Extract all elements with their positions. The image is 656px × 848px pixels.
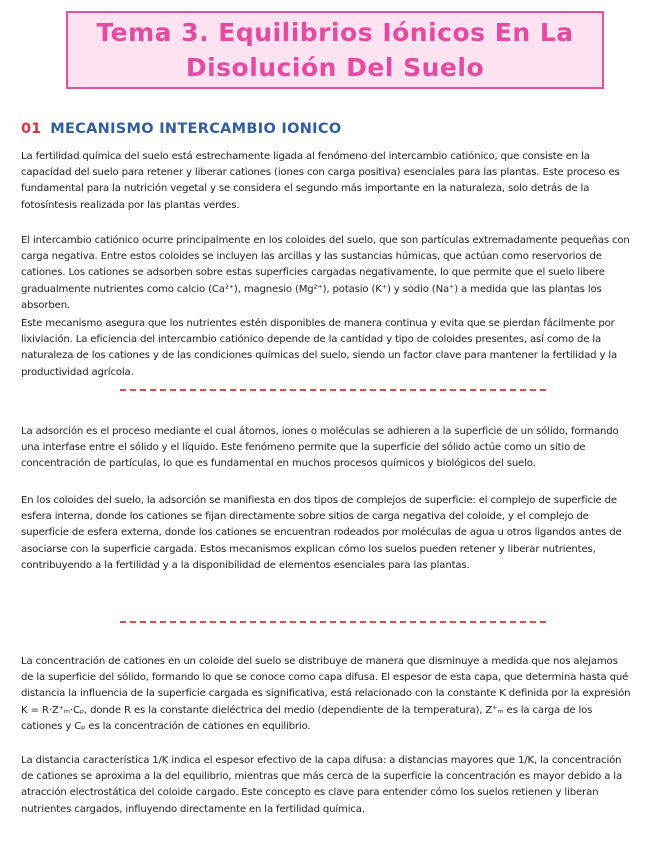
section-divider	[120, 621, 546, 623]
paragraph-4: La adsorción es el proceso mediante el cual átomos, iones o moléculas se adhieren a la superficie de un sólido, formando una interfase entre el sólido y el líquido. Este fenómeno permite que la superficie del sólido actúe como un sitio de concentración de partículas, lo que es fundamental en muchos procesos químicos y biológicos del suelo.	[21, 426, 619, 470]
section-number: 01	[21, 121, 42, 137]
paragraph-6: La concentración de cationes en un coloide del suelo se distribuye de manera que disminuye a medida que nos alejamos de la superficie del sólido, formando lo que se conoce como capa difusa. El espesor de esta capa, que determina hasta qué distancia la influencia de la superficie cargada es significativa, está relacionado con la constante K definida por la expresión K = R·Z⁺ₘ·Cₚ, donde R es la constante dieléctrica del medio (dependiente de la temperatura), Z⁺ₘ es la carga de los cationes y Cₚ es la concentración de cationes en equilibrio.	[21, 656, 631, 732]
title-line-1: Tema 3. Equilibrios Iónicos En La	[96, 18, 574, 47]
paragraph-3: Este mecanismo asegura que los nutrientes estén disponibles de manera continua y evita que se pierdan fácilmente por lixiviación. La eficiencia del intercambio catiónico depende de la cantidad y tipo de coloides presentes, así como de la naturaleza de los cationes y de las condiciones químicas del suelo, siendo un factor clave para mantener la fertilidad y la productividad agrícola.	[21, 318, 618, 378]
section-title: MECANISMO INTERCAMBIO IONICO	[50, 121, 342, 137]
title-banner	[66, 11, 604, 89]
paragraph-2: El intercambio catiónico ocurre principalmente en los coloides del suelo, que son partículas extremadamente pequeñas con carga negativa. Entre estos coloides se incluyen las arcillas y las sustancias húmicas, que actúan como reservorios de cationes. Los cationes se adsorben sobre estas superficies cargadas negativamente, lo que permite que el suelo libere gradualmente nutrientes como calcio (Ca²⁺), magnesio (Mg²⁺), potasio (K⁺) y sodio (Na⁺) a medida que las plantas los absorben.	[21, 235, 630, 311]
paragraph-1: La fertilidad química del suelo está estrechamente ligada al fenómeno del intercambio catiónico, que consiste en la capacidad del suelo para retener y liberar cationes (iones con carga positiva) esenciales para las plantas. Este proceso es fundamental para la nutrición vegetal y se considera el segundo más importante en la naturaleza, solo detrás de la fotosíntesis realizada por las plantas verdes.	[21, 151, 620, 211]
title-line-2: Disolución Del Suelo	[185, 53, 485, 82]
section-divider	[120, 389, 546, 391]
section-heading	[21, 121, 341, 137]
paragraph-5: En los coloides del suelo, la adsorción se manifiesta en dos tipos de complejos de superficie: el complejo de superficie de esfera interna, donde los cationes se fijan directamente sobre sitios de carga negativa del coloide, y el complejo de superficie de esfera externa, donde los cationes se encuentran rodeados por moléculas de agua u otros ligandos antes de asociarse con la superficie cargada. Estos mecanismos explican cómo los suelos pueden retener y liberar nutrientes, contribuyendo a la fertilidad y a la disponibilidad de elementos esenciales para las plantas.	[21, 495, 622, 571]
paragraph-7: La distancia característica 1/K indica el espesor efectivo de la capa difusa: a distancias mayores que 1/K, la concentración de cationes se aproxima a la del equilibrio, mientras que más cerca de la superficie la concentración es mayor debido a la atracción electrostática del coloide cargado. Este concepto es clave para entender cómo los suelos retienen y liberan nutrientes cargados, influyendo directamente en la fertilidad química.	[21, 755, 622, 815]
